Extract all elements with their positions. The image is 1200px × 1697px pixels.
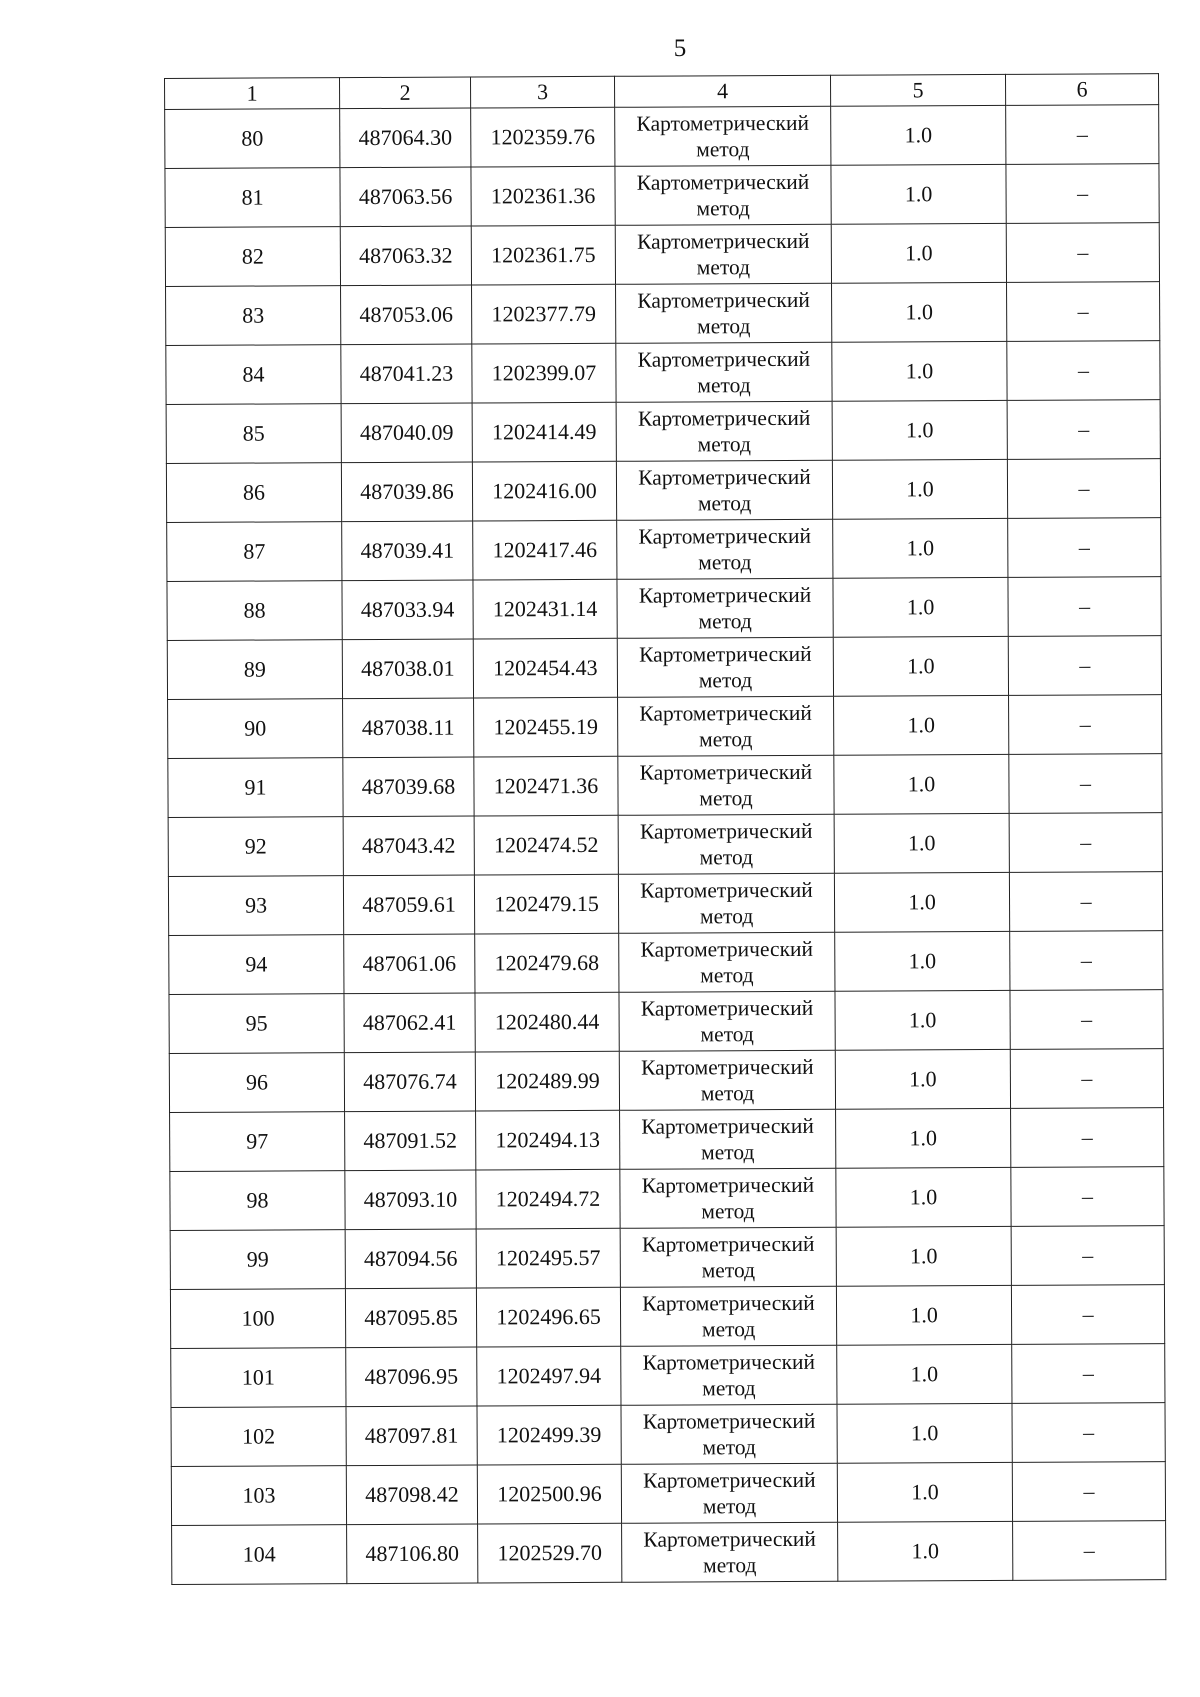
accuracy-cell: 1.0 (837, 1344, 1012, 1404)
method-line-2: метод (699, 727, 753, 752)
x-coordinate-cell: 487076.74 (344, 1052, 475, 1112)
header-row (165, 74, 1159, 110)
point-number-cell: 87 (167, 522, 342, 582)
method-line-1: Картометрический (641, 1113, 814, 1139)
method-line-2: метод (701, 1140, 755, 1165)
note-cell: – (1011, 1167, 1164, 1227)
accuracy-cell: 1.0 (833, 636, 1008, 696)
method-cell (618, 696, 834, 756)
table-row (170, 1167, 1164, 1231)
y-coordinate-cell: 1202479.68 (475, 933, 619, 993)
table-row (169, 931, 1163, 995)
table-row (166, 341, 1160, 405)
y-coordinate-cell: 1202479.15 (474, 874, 618, 934)
column-header-2: 2 (340, 77, 471, 109)
table-body (165, 105, 1166, 1585)
note-cell: – (1009, 872, 1162, 932)
point-number-cell: 88 (167, 581, 342, 641)
note-cell: – (1010, 1049, 1163, 1109)
table-row (165, 105, 1159, 169)
x-coordinate-cell: 487061.06 (344, 934, 475, 994)
method-line-2: метод (696, 137, 750, 162)
x-coordinate-cell: 487038.01 (342, 639, 473, 699)
table-header (165, 74, 1159, 110)
method-line-2: метод (702, 1494, 757, 1519)
x-coordinate-cell: 487062.41 (344, 993, 475, 1053)
table-row (171, 1344, 1165, 1408)
method-line-1: Картометрический (636, 169, 810, 195)
note-cell: – (1011, 1226, 1164, 1286)
y-coordinate-cell: 1202496.65 (476, 1287, 620, 1347)
point-number-cell: 86 (166, 463, 341, 523)
table-row (170, 1226, 1164, 1290)
point-number-cell: 100 (170, 1289, 345, 1349)
table-row (168, 754, 1162, 818)
method-cell (620, 1109, 836, 1169)
table-row (165, 164, 1159, 228)
method-line-2: метод (697, 432, 752, 457)
table-row (166, 459, 1160, 523)
table-row (167, 577, 1161, 641)
accuracy-cell: 1.0 (834, 754, 1009, 814)
x-coordinate-cell: 487095.85 (345, 1288, 476, 1348)
x-coordinate-cell: 487039.68 (343, 757, 474, 817)
method-cell (617, 637, 833, 697)
method-line-1: Картометрический (637, 346, 811, 372)
point-number-cell: 92 (168, 817, 343, 877)
method-line-2: метод (700, 1081, 755, 1106)
method-cell (619, 932, 835, 992)
point-number-cell: 102 (171, 1407, 346, 1467)
y-coordinate-cell: 1202489.99 (475, 1051, 619, 1111)
note-cell: – (1010, 990, 1163, 1050)
method-cell (620, 1168, 836, 1228)
x-coordinate-cell: 487096.95 (346, 1347, 477, 1407)
x-coordinate-cell: 487106.80 (347, 1524, 478, 1584)
accuracy-cell: 1.0 (837, 1403, 1012, 1463)
accuracy-cell: 1.0 (836, 1285, 1011, 1345)
method-cell (615, 106, 831, 166)
method-line-2: метод (702, 1435, 756, 1460)
column-header-6: 6 (1005, 74, 1158, 106)
x-coordinate-cell: 487093.10 (345, 1170, 476, 1230)
y-coordinate-cell: 1202494.72 (476, 1169, 620, 1229)
method-line-1: Картометрический (640, 877, 813, 903)
method-line-1: Картометрический (636, 228, 810, 254)
method-cell (620, 1286, 836, 1346)
method-cell (617, 578, 833, 638)
x-coordinate-cell: 487038.11 (343, 698, 474, 758)
accuracy-cell: 1.0 (835, 990, 1010, 1050)
accuracy-cell: 1.0 (834, 813, 1009, 873)
column-header-1: 1 (165, 78, 340, 110)
y-coordinate-cell: 1202416.00 (472, 461, 616, 521)
y-coordinate-cell: 1202494.13 (476, 1110, 620, 1170)
accuracy-cell: 1.0 (838, 1521, 1013, 1581)
x-coordinate-cell: 487091.52 (345, 1111, 476, 1171)
table-row (167, 636, 1161, 700)
point-number-cell: 104 (172, 1525, 347, 1585)
method-cell (616, 342, 832, 402)
method-cell (622, 1522, 838, 1582)
table-row (166, 400, 1160, 464)
method-line-2: метод (696, 255, 751, 280)
method-line-2: метод (701, 1199, 755, 1224)
method-line-1: Картометрический (641, 1172, 815, 1198)
method-line-1: Картометрический (641, 1231, 815, 1257)
accuracy-cell: 1.0 (834, 695, 1009, 755)
accuracy-cell: 1.0 (832, 400, 1007, 460)
method-line-2: метод (698, 609, 752, 634)
method-line-1: Картометрический (643, 1526, 816, 1552)
accuracy-cell: 1.0 (837, 1462, 1012, 1522)
method-line-1: Картометрический (639, 818, 813, 844)
method-line-1: Картометрический (637, 287, 810, 313)
point-number-cell: 81 (165, 168, 340, 228)
column-header-5: 5 (830, 74, 1005, 106)
y-coordinate-cell: 1202431.14 (473, 579, 617, 639)
point-number-cell: 97 (170, 1112, 345, 1172)
y-coordinate-cell: 1202500.96 (477, 1464, 621, 1524)
method-line-1: Картометрический (641, 1054, 814, 1080)
accuracy-cell: 1.0 (836, 1108, 1011, 1168)
x-coordinate-cell: 487094.56 (345, 1229, 476, 1289)
accuracy-cell: 1.0 (836, 1167, 1011, 1227)
y-coordinate-cell: 1202361.36 (471, 166, 615, 226)
table-row (170, 1108, 1164, 1172)
point-number-cell: 98 (170, 1171, 345, 1231)
method-line-2: метод (698, 550, 752, 575)
x-coordinate-cell: 487063.56 (340, 167, 471, 227)
method-line-1: Картометрический (638, 523, 812, 549)
note-cell: – (1008, 636, 1161, 696)
method-line-1: Картометрический (639, 641, 812, 667)
note-cell: – (1009, 754, 1162, 814)
note-cell: – (1011, 1285, 1164, 1345)
point-number-cell: 94 (169, 935, 344, 995)
note-cell: – (1006, 223, 1159, 283)
point-number-cell: 89 (167, 640, 342, 700)
point-number-cell: 101 (171, 1348, 346, 1408)
method-cell (619, 1050, 835, 1110)
y-coordinate-cell: 1202495.57 (476, 1228, 620, 1288)
y-coordinate-cell: 1202417.46 (473, 520, 617, 580)
note-cell: – (1007, 400, 1160, 460)
method-line-1: Картометрический (642, 1408, 816, 1434)
note-cell: – (1013, 1521, 1166, 1581)
y-coordinate-cell: 1202414.49 (472, 402, 616, 462)
point-number-cell: 93 (168, 876, 343, 936)
method-cell (618, 755, 834, 815)
x-coordinate-cell: 487039.41 (342, 521, 473, 581)
note-cell: – (1007, 459, 1160, 519)
accuracy-cell: 1.0 (833, 518, 1008, 578)
coordinates-sheet (164, 73, 1165, 1585)
column-header-4: 4 (614, 75, 830, 107)
x-coordinate-cell: 487097.81 (346, 1406, 477, 1466)
method-line-1: Картометрический (639, 759, 813, 785)
accuracy-cell: 1.0 (832, 459, 1007, 519)
table-row (171, 1403, 1165, 1467)
method-cell (619, 991, 835, 1051)
method-cell (617, 519, 833, 579)
accuracy-cell: 1.0 (832, 282, 1007, 342)
table-row (169, 1049, 1163, 1113)
point-number-cell: 83 (166, 286, 341, 346)
method-line-2: метод (703, 1553, 757, 1578)
method-line-1: Картометрический (638, 464, 811, 490)
method-line-1: Картометрический (640, 936, 814, 962)
method-line-1: Картометрический (639, 700, 812, 726)
point-number-cell: 103 (171, 1466, 346, 1526)
note-cell: – (1006, 164, 1159, 224)
point-number-cell: 96 (169, 1053, 344, 1113)
y-coordinate-cell: 1202474.52 (474, 815, 618, 875)
method-cell (615, 165, 831, 225)
method-line-1: Картометрический (640, 995, 814, 1021)
method-line-1: Картометрический (642, 1349, 816, 1375)
table-row (168, 813, 1162, 877)
accuracy-cell: 1.0 (835, 931, 1010, 991)
method-cell (621, 1463, 837, 1523)
point-number-cell: 80 (165, 109, 340, 169)
x-coordinate-cell: 487043.42 (343, 816, 474, 876)
y-coordinate-cell: 1202529.70 (478, 1523, 622, 1583)
y-coordinate-cell: 1202454.43 (473, 638, 617, 698)
y-coordinate-cell: 1202359.76 (471, 107, 615, 167)
method-cell (618, 873, 834, 933)
note-cell: – (1009, 813, 1162, 873)
y-coordinate-cell: 1202377.79 (472, 284, 616, 344)
x-coordinate-cell: 487033.94 (342, 580, 473, 640)
point-number-cell: 90 (168, 699, 343, 759)
method-line-2: метод (696, 196, 750, 221)
accuracy-cell: 1.0 (831, 164, 1006, 224)
method-line-2: метод (697, 491, 752, 516)
method-line-2: метод (702, 1376, 756, 1401)
method-line-2: метод (696, 314, 751, 339)
accuracy-cell: 1.0 (833, 577, 1008, 637)
point-number-cell: 84 (166, 345, 341, 405)
method-cell (621, 1404, 837, 1464)
method-line-2: метод (699, 786, 753, 811)
x-coordinate-cell: 487064.30 (340, 108, 471, 168)
method-line-2: метод (700, 1022, 754, 1047)
x-coordinate-cell: 487059.61 (343, 875, 474, 935)
y-coordinate-cell: 1202497.94 (477, 1346, 621, 1406)
table-row (168, 695, 1162, 759)
table-row (169, 990, 1163, 1054)
accuracy-cell: 1.0 (831, 105, 1006, 165)
note-cell: – (1012, 1462, 1165, 1522)
method-cell (621, 1345, 837, 1405)
x-coordinate-cell: 487098.42 (346, 1465, 477, 1525)
note-cell: – (1007, 341, 1160, 401)
method-line-1: Картометрический (643, 1467, 816, 1493)
note-cell: – (1010, 931, 1163, 991)
method-cell (616, 283, 832, 343)
method-cell (618, 814, 834, 874)
accuracy-cell: 1.0 (835, 1049, 1010, 1109)
method-line-2: метод (701, 1317, 756, 1342)
x-coordinate-cell: 487039.86 (341, 462, 472, 522)
point-number-cell: 82 (165, 227, 340, 287)
method-line-1: Картометрический (637, 405, 811, 431)
note-cell: – (1007, 282, 1160, 342)
accuracy-cell: 1.0 (834, 872, 1009, 932)
note-cell: – (1006, 105, 1159, 165)
y-coordinate-cell: 1202455.19 (474, 697, 618, 757)
point-number-cell: 99 (170, 1230, 345, 1290)
point-number-cell: 95 (169, 994, 344, 1054)
method-line-2: метод (701, 1258, 756, 1283)
table-row (165, 223, 1159, 287)
y-coordinate-cell: 1202499.39 (477, 1405, 621, 1465)
table-row (172, 1521, 1166, 1585)
note-cell: – (1008, 577, 1161, 637)
table-row (171, 1462, 1165, 1526)
method-line-2: метод (697, 373, 751, 398)
accuracy-cell: 1.0 (831, 223, 1006, 283)
method-line-1: Картометрический (636, 110, 810, 136)
y-coordinate-cell: 1202480.44 (475, 992, 619, 1052)
x-coordinate-cell: 487053.06 (341, 285, 472, 345)
y-coordinate-cell: 1202471.36 (474, 756, 618, 816)
x-coordinate-cell: 487040.09 (341, 403, 472, 463)
note-cell: – (1009, 695, 1162, 755)
method-cell (620, 1227, 836, 1287)
method-cell (615, 224, 831, 284)
note-cell: – (1011, 1108, 1164, 1168)
method-line-2: метод (699, 845, 754, 870)
table-row (166, 282, 1160, 346)
note-cell: – (1012, 1403, 1165, 1463)
method-line-1: Картометрический (638, 582, 812, 608)
note-cell: – (1012, 1344, 1165, 1404)
page-number: 5 (673, 35, 687, 62)
method-cell (616, 401, 832, 461)
column-header-3: 3 (470, 76, 614, 108)
x-coordinate-cell: 487063.32 (340, 226, 471, 286)
note-cell: – (1008, 518, 1161, 578)
y-coordinate-cell: 1202361.75 (471, 225, 615, 285)
accuracy-cell: 1.0 (836, 1226, 1011, 1286)
point-number-cell: 85 (166, 404, 341, 464)
table-row (168, 872, 1162, 936)
coordinates-table (164, 73, 1166, 1585)
method-line-1: Картометрический (642, 1290, 815, 1316)
method-cell (616, 460, 832, 520)
method-line-2: метод (698, 668, 753, 693)
point-number-cell: 91 (168, 758, 343, 818)
table-row (170, 1285, 1164, 1349)
table-row (167, 518, 1161, 582)
accuracy-cell: 1.0 (832, 341, 1007, 401)
method-line-2: метод (700, 963, 754, 988)
y-coordinate-cell: 1202399.07 (472, 343, 616, 403)
x-coordinate-cell: 487041.23 (341, 344, 472, 404)
method-line-2: метод (699, 904, 754, 929)
